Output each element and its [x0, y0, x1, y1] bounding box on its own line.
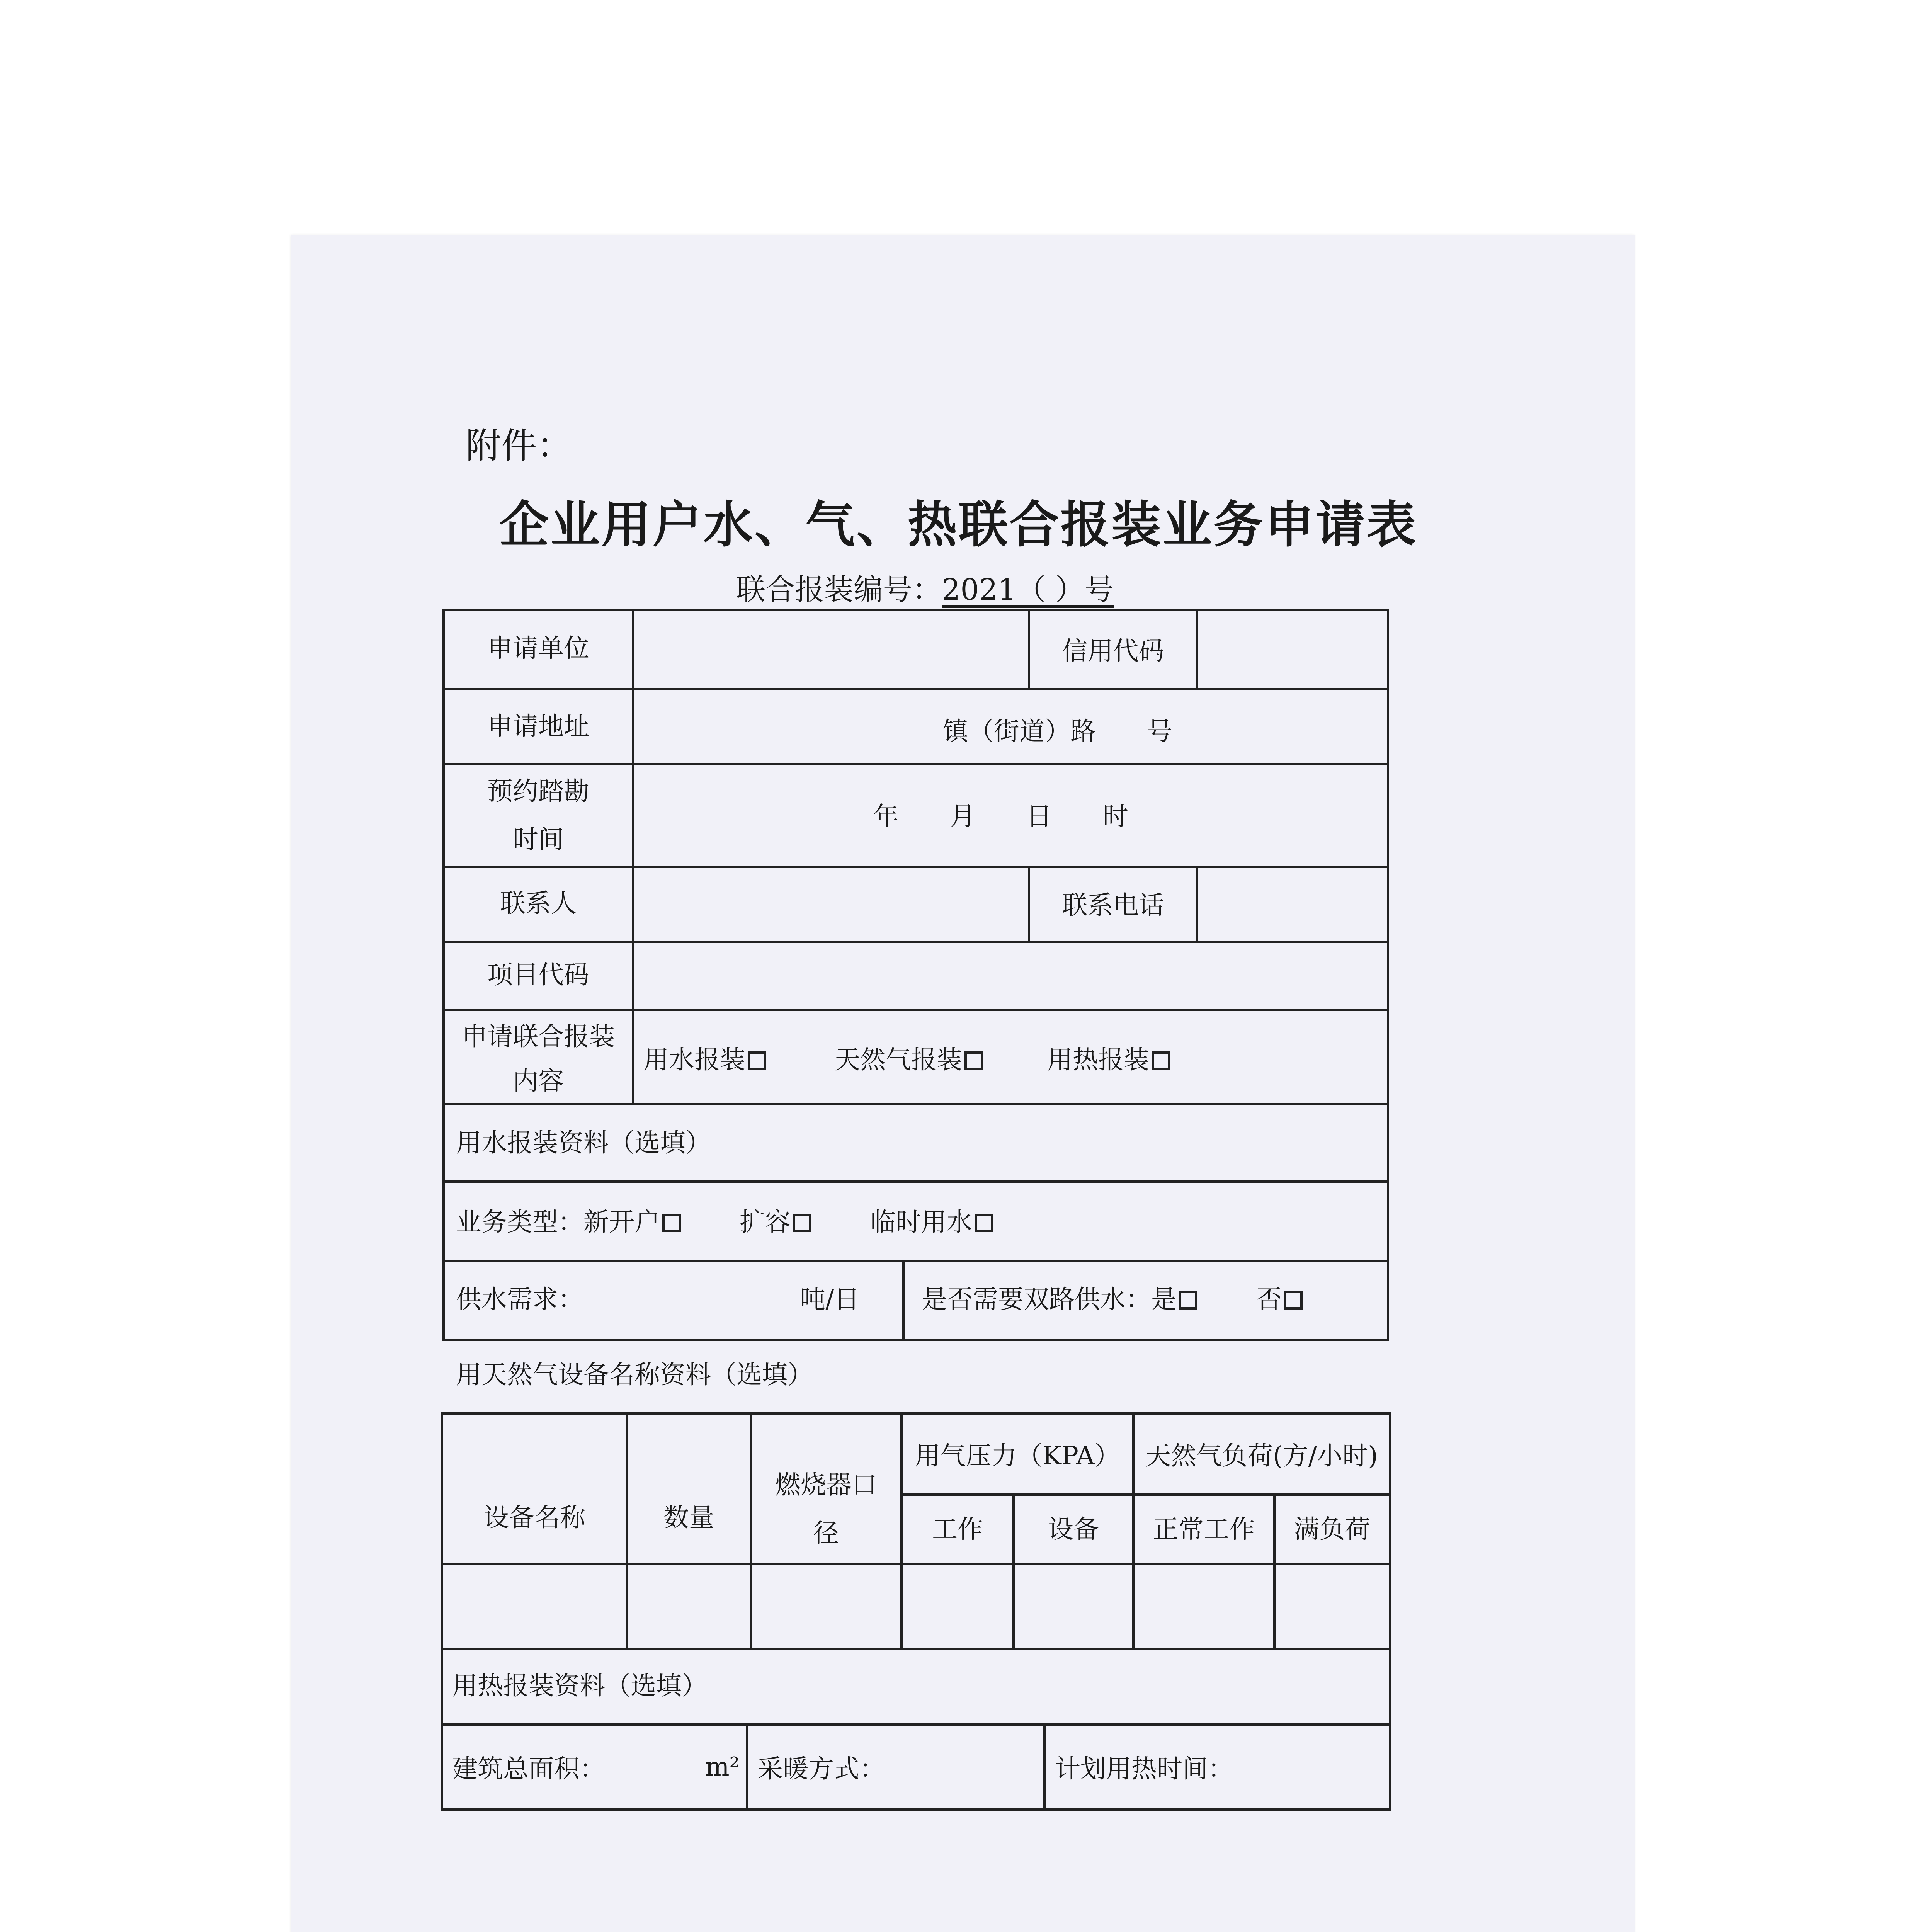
water-section-title: 用水报装资料（选填） [456, 1128, 711, 1158]
new-account-checkbox[interactable] [662, 1214, 681, 1232]
heating-method-label: 采暖方式： [757, 1754, 885, 1784]
dual-yes-checkbox[interactable] [1179, 1291, 1197, 1310]
building-area-field[interactable] [622, 1752, 699, 1787]
document-title: 企业用户水、气、热联合报装业务申请表 [499, 496, 1418, 554]
planned-time-label: 计划用热时间： [1055, 1754, 1233, 1784]
gas-checkbox[interactable] [964, 1051, 983, 1070]
dual-supply [922, 1284, 1303, 1314]
heat-section-title: 用热报装资料（选填） [452, 1671, 707, 1701]
contact-person-field[interactable] [634, 869, 1028, 939]
col-burner-1: 燃烧器口 [775, 1470, 877, 1500]
contact-phone-field[interactable] [1198, 869, 1387, 939]
expansion-checkbox[interactable] [793, 1214, 811, 1232]
water-demand-field[interactable] [649, 1283, 788, 1318]
temporary-label: 临时用水 [870, 1207, 972, 1237]
heating-method-field[interactable] [885, 1752, 1039, 1787]
label-joint-content-1: 申请联合报装 [462, 1022, 615, 1051]
joint-code-line [736, 566, 1114, 608]
col-load: 天然气负荷(方/小时) [1145, 1441, 1378, 1471]
label-survey-time-1: 预约踏勘 [487, 776, 589, 806]
label-contact-person: 联系人 [500, 888, 577, 918]
address-field[interactable] [634, 692, 936, 761]
water-business-type [456, 1209, 993, 1235]
col-load-normal: 正常工作 [1153, 1514, 1255, 1544]
option-gas-label: 天然气报装 [835, 1045, 962, 1075]
expansion-label: 扩容 [739, 1207, 791, 1237]
col-burner-2: 径 [813, 1518, 839, 1548]
survey-time-template[interactable]: 年 月 日 时 [873, 801, 1128, 831]
option-water[interactable] [643, 1047, 766, 1073]
gas-device-row[interactable] [443, 1565, 1389, 1648]
annex-label: 附件： [466, 425, 573, 466]
planned-time-field[interactable] [1240, 1752, 1383, 1787]
label-joint-content-2: 内容 [513, 1066, 564, 1096]
label-project-code: 项目代码 [487, 960, 589, 990]
gas-section-title: 用天然气设备名称资料（选填） [456, 1360, 813, 1389]
label-survey-time-2: 时间 [513, 825, 564, 854]
heat-checkbox[interactable] [1152, 1051, 1170, 1070]
project-code-field[interactable] [634, 945, 1387, 1007]
applicant-unit-field[interactable] [634, 614, 1028, 686]
col-pressure-device: 设备 [1048, 1514, 1099, 1544]
option-gas[interactable] [835, 1047, 983, 1073]
col-device-name: 设备名称 [483, 1503, 585, 1532]
col-load-full: 满负荷 [1294, 1514, 1371, 1544]
label-applicant-address: 申请地址 [487, 711, 589, 741]
col-pressure-work: 工作 [932, 1514, 983, 1544]
label-applicant-unit: 申请单位 [487, 633, 589, 663]
water-demand-unit: 吨/日 [800, 1284, 860, 1314]
business-type-label: 业务类型： [456, 1207, 583, 1237]
option-water-label: 用水报装 [643, 1045, 745, 1075]
label-contact-phone: 联系电话 [1062, 890, 1164, 920]
dual-yes-label: 是 [1151, 1284, 1177, 1314]
address-template: 镇（街道）路 号 [943, 716, 1172, 746]
water-checkbox[interactable] [748, 1051, 766, 1070]
option-heat[interactable] [1047, 1047, 1170, 1073]
joint-code-label: 联合报装编号： [736, 572, 942, 607]
building-area-unit: m² [705, 1752, 740, 1782]
joint-code-value: 2021（ ）号 [942, 572, 1114, 607]
dual-no-checkbox[interactable] [1284, 1291, 1303, 1310]
new-account-label: 新开户 [583, 1207, 660, 1237]
label-credit-code: 信用代码 [1062, 636, 1164, 666]
credit-code-field[interactable] [1198, 614, 1387, 686]
option-heat-label: 用热报装 [1047, 1045, 1149, 1075]
temporary-checkbox[interactable] [975, 1214, 993, 1232]
dual-supply-label: 是否需要双路供水： [922, 1284, 1151, 1314]
water-demand-label: 供水需求： [456, 1284, 583, 1314]
building-area-label: 建筑总面积： [452, 1754, 605, 1784]
col-quantity: 数量 [663, 1503, 714, 1532]
dual-no-label: 否 [1256, 1284, 1282, 1314]
col-pressure: 用气压力（KPA） [915, 1441, 1120, 1471]
